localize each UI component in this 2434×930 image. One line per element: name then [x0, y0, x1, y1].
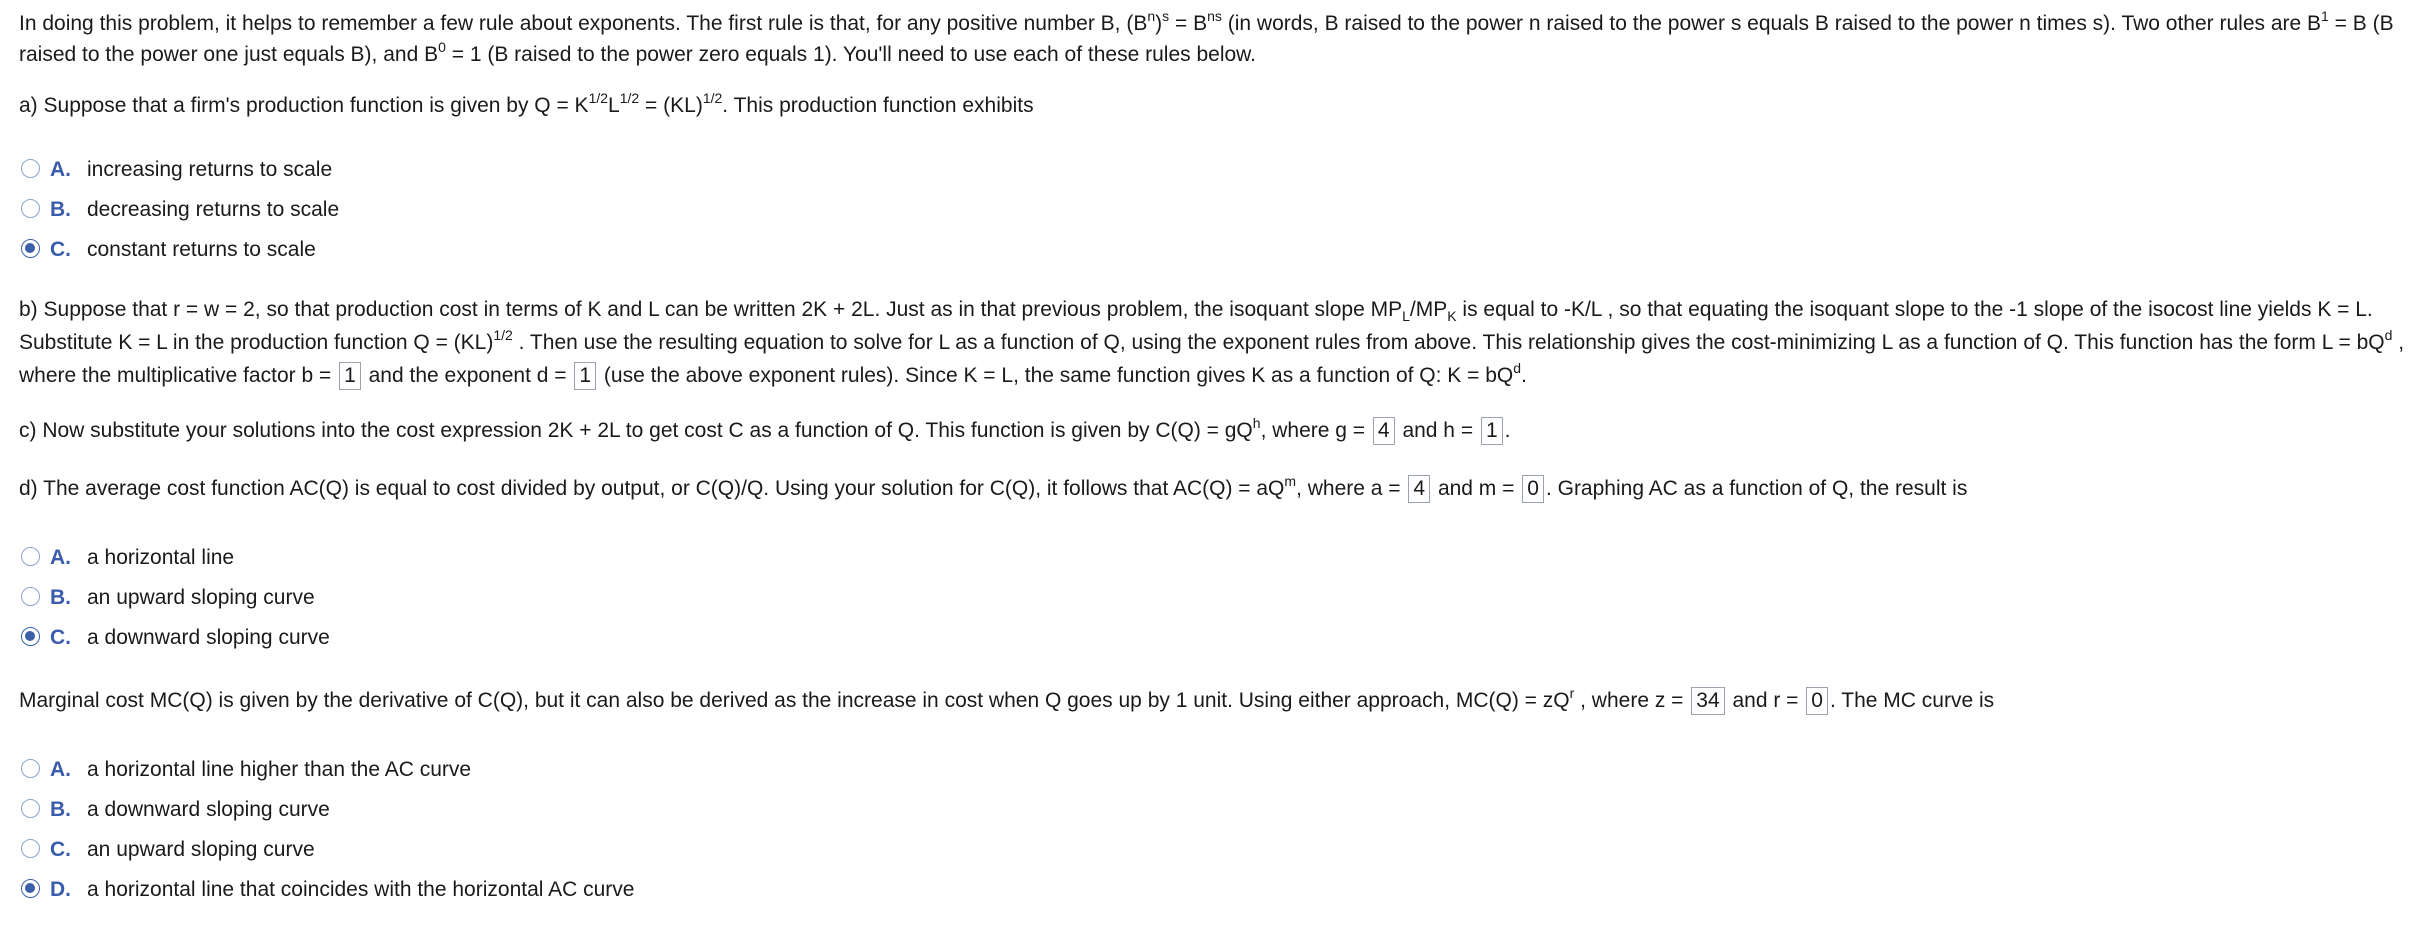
option-text: a downward sloping curve [87, 626, 330, 649]
option-letter: D. [50, 878, 71, 901]
radio-button-selected[interactable] [21, 627, 40, 646]
g-answer-box[interactable]: 4 [1373, 417, 1395, 445]
option-letter: B. [50, 198, 71, 221]
h-answer-box[interactable]: 1 [1481, 417, 1503, 445]
option-letter: C. [50, 626, 71, 649]
option-letter: A. [50, 758, 71, 781]
option-text: a horizontal line that coincides with the horizontal AC curve [87, 878, 635, 901]
part-mc-option-b[interactable] [21, 795, 330, 825]
option-letter: C. [50, 238, 71, 261]
m-answer-box[interactable]: 0 [1522, 475, 1544, 503]
part-a-option-a[interactable] [21, 155, 332, 185]
radio-button[interactable] [21, 799, 40, 818]
intro-line-1: In doing this problem, it helps to remember a few rule about exponents. The first rule is that, for any positive number B, $(B^n)^s = B^{ns}$ (in words, B raised to the power n raised to the power s equals B raised to the power n times s). Two other rules are $B^1 = B$ (B [19, 8, 2394, 35]
intro-line-2: raised to the power one just equals B), and $B^0 = 1$ (B raised to the power zero equals 1). You'll need to use each of these rules below. [19, 39, 1257, 66]
option-letter: B. [50, 798, 71, 821]
part-mc-option-a[interactable] [21, 755, 471, 785]
radio-button[interactable] [21, 587, 40, 606]
part-a-question: a) Suppose that a firm's production function is given by $Q = K^{1/2}L^{1/2} = (KL)^{1/2}$. This production function exhibits [19, 90, 1034, 117]
part-b-line-2: Substitute K = L in the production function Q = (KL)$^{1/2}$ . Then use the resulting equation to solve for L as a function of Q, using the exponent rules from above. This relationship gives the cost-minimizing L as a function of Q. This function has the form $L = bQ^d$ , [19, 327, 2405, 354]
part-b-line-1: b) Suppose that r = w = 2, so that production cost in terms of K and L can be written 2K + 2L. Just as in that previous problem, the isoquant slope $MP_L/MP_K$ is equal to -K/L , so that equating the isoquant slope to the -1 slope of the isocost line yields K = L. [19, 298, 2373, 324]
radio-button-selected[interactable] [21, 879, 40, 898]
z-answer-box[interactable]: 34 [1691, 687, 1724, 715]
option-letter: B. [50, 586, 71, 609]
r-answer-box[interactable]: 0 [1806, 687, 1828, 715]
radio-button-selected[interactable] [21, 239, 40, 258]
part-b-line-3: where the multiplicative factor b = 1 and the exponent d = 1 (use the above exponent rules). Since K = L, the same function gives K as a function of Q: $K = bQ^d$. [19, 361, 1527, 391]
part-mc-option-c[interactable] [21, 835, 315, 865]
radio-button[interactable] [21, 547, 40, 566]
part-d-option-b[interactable] [21, 583, 315, 613]
option-text: a horizontal line [87, 546, 235, 569]
part-a-option-c[interactable] [21, 235, 316, 265]
option-text: constant returns to scale [87, 238, 316, 261]
radio-button[interactable] [21, 159, 40, 178]
option-letter: A. [50, 158, 71, 181]
option-letter: A. [50, 546, 71, 569]
part-d-option-a[interactable] [21, 543, 234, 573]
option-letter: C. [50, 838, 71, 861]
option-text: decreasing returns to scale [87, 198, 340, 221]
b-answer-box[interactable]: 1 [339, 362, 361, 390]
radio-button[interactable] [21, 199, 40, 218]
option-text: an upward sloping curve [87, 586, 315, 609]
d-answer-box[interactable]: 1 [574, 362, 596, 390]
part-d-option-c[interactable] [21, 623, 330, 653]
part-d-question: d) The average cost function AC(Q) is equal to cost divided by output, or C(Q)/Q. Using your solution for C(Q), it follows that $AC(Q) = aQ^m$, where a = 4 and m = 0 . Graphing AC as a function of Q, the result is [19, 474, 1967, 504]
radio-button[interactable] [21, 839, 40, 858]
option-text: a downward sloping curve [87, 798, 330, 821]
part-mc-question: Marginal cost MC(Q) is given by the derivative of C(Q), but it can also be derived as the increase in cost when Q goes up by 1 unit. Using either approach, $MC(Q) = zQ^r$ , where z = 34 and r = 0 . The MC curve is [19, 686, 1994, 716]
radio-button[interactable] [21, 759, 40, 778]
option-text: an upward sloping curve [87, 838, 315, 861]
part-c-question: c) Now substitute your solutions into the cost expression 2K + 2L to get cost C as a function of Q. This function is given by $C(Q) = gQ^h$, where g = 4 and h = 1 . [19, 416, 1510, 446]
a-answer-box[interactable]: 4 [1408, 475, 1430, 503]
option-text: increasing returns to scale [87, 158, 333, 181]
option-text: a horizontal line higher than the AC curve [87, 758, 472, 781]
part-mc-option-d[interactable] [21, 875, 634, 905]
part-a-option-b[interactable] [21, 195, 339, 225]
